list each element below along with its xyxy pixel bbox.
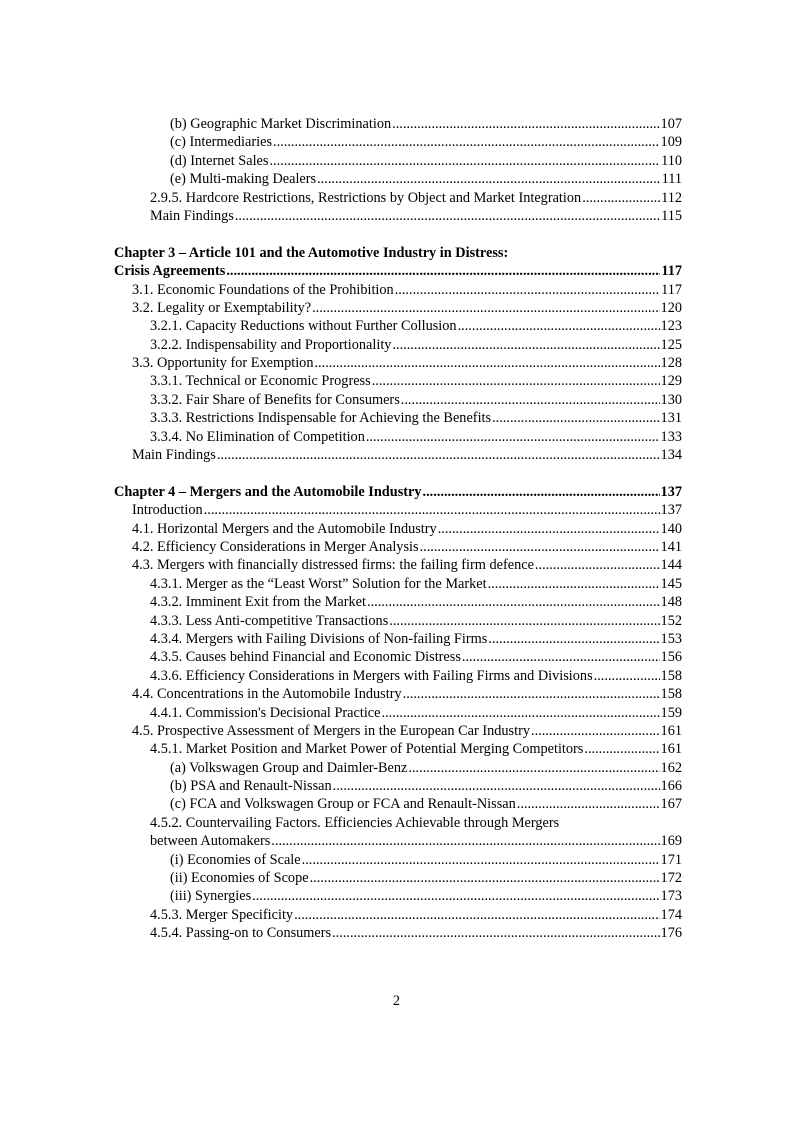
section-gap	[114, 225, 682, 243]
toc-entry-title: between Automakers	[150, 833, 271, 850]
table-of-contents	[114, 115, 682, 943]
toc-entry	[114, 612, 682, 630]
toc-entry-page: 166	[660, 778, 682, 795]
dot-leader	[273, 133, 660, 151]
toc-entry-title: 4.3.3. Less Anti-competitive Transactions	[150, 612, 389, 629]
toc-entry-page: 128	[660, 355, 682, 372]
toc-chapter-entry	[114, 262, 682, 280]
dot-leader	[312, 299, 659, 317]
dot-leader	[317, 170, 661, 188]
dot-leader	[594, 667, 660, 685]
toc-entry-title: 4.5.4. Passing-on to Consumers	[150, 925, 332, 942]
dot-leader	[271, 832, 659, 850]
toc-entry-page: 145	[660, 575, 682, 592]
dot-leader	[366, 428, 660, 446]
toc-entry-page: 107	[660, 116, 682, 132]
toc-entry	[114, 152, 682, 170]
dot-leader	[531, 722, 660, 740]
toc-entry	[114, 207, 682, 225]
toc-entry	[114, 851, 682, 869]
toc-entry	[114, 317, 682, 335]
dot-leader	[332, 924, 659, 942]
toc-entry-page: 137	[660, 483, 682, 500]
toc-entry	[114, 501, 682, 519]
toc-entry-title: (ii) Economies of Scope	[170, 870, 309, 887]
toc-entry	[114, 906, 682, 924]
toc-entry	[114, 170, 682, 188]
dot-leader	[517, 795, 660, 813]
dot-leader	[401, 391, 660, 409]
dot-leader	[389, 612, 659, 630]
toc-entry-page: 109	[660, 134, 682, 151]
toc-entry	[114, 556, 682, 574]
toc-entry-page: 156	[660, 649, 682, 666]
dot-leader	[314, 354, 659, 372]
toc-entry-page: 167	[660, 796, 682, 813]
toc-entry	[114, 593, 682, 611]
toc-entry	[114, 667, 682, 685]
dot-leader	[333, 777, 660, 795]
dot-leader	[226, 262, 660, 280]
toc-entry-page: 123	[660, 318, 682, 335]
toc-entry-title: 4.5.1. Market Position and Market Power of Potential Merging Competitors	[150, 741, 584, 758]
toc-entry-title: (i) Economies of Scale	[170, 851, 301, 868]
toc-entry-title: 3.2.1. Capacity Reductions without Further Collusion	[150, 318, 457, 335]
toc-entry-page: 111	[661, 171, 682, 188]
toc-entry-title: 3.1. Economic Foundations of the Prohibition	[132, 281, 394, 298]
dot-leader	[420, 538, 660, 556]
toc-entry-title: Crisis Agreements	[114, 263, 226, 280]
toc-entry-title: Chapter 3 – Article 101 and the Automotive Industry in Distress:	[114, 244, 509, 261]
toc-entry	[114, 795, 682, 813]
dot-leader	[403, 685, 660, 703]
toc-entry-page: 158	[660, 667, 682, 684]
toc-entry-title: 4.5.3. Merger Specificity	[150, 906, 294, 923]
toc-entry	[114, 354, 682, 372]
toc-entry	[114, 777, 682, 795]
dot-leader	[395, 281, 660, 299]
dot-leader	[302, 851, 660, 869]
dot-leader	[372, 372, 660, 390]
toc-entry	[114, 704, 682, 722]
dot-leader	[310, 869, 660, 887]
toc-entry-title: 4.3.4. Mergers with Failing Divisions of Non-failing Firms	[150, 630, 488, 647]
toc-entry-title: (e) Multi-making Dealers	[170, 171, 317, 188]
toc-entry-page: 130	[660, 391, 682, 408]
dot-leader	[488, 630, 659, 648]
toc-entry-page: 112	[661, 189, 682, 206]
toc-entry-page: 152	[660, 612, 682, 629]
toc-chapter-entry	[114, 483, 682, 501]
dot-leader	[488, 575, 660, 593]
dot-leader	[367, 593, 660, 611]
toc-entry-title: (b) Geographic Market Discrimination	[170, 116, 392, 132]
toc-entry	[114, 115, 682, 133]
toc-entry	[114, 336, 682, 354]
toc-entry	[114, 372, 682, 390]
dot-leader	[204, 501, 660, 519]
toc-entry	[114, 832, 682, 850]
toc-entry-page: 133	[660, 428, 682, 445]
toc-entry-title: Chapter 4 – Mergers and the Automobile Industry	[114, 483, 422, 500]
toc-entry-title: (c) Intermediaries	[170, 134, 273, 151]
toc-entry-page: 137	[660, 502, 682, 519]
toc-entry-title: 4.3.2. Imminent Exit from the Market	[150, 594, 366, 611]
toc-entry	[114, 869, 682, 887]
toc-entry-page: 117	[661, 281, 682, 298]
toc-entry	[114, 446, 682, 464]
toc-entry-page: 162	[660, 759, 682, 776]
toc-entry-page: 158	[660, 686, 682, 703]
dot-leader	[535, 556, 660, 574]
toc-entry	[114, 299, 682, 317]
toc-entry-page: 110	[661, 152, 682, 169]
toc-entry	[114, 814, 682, 832]
toc-entry-page: 131	[660, 410, 682, 427]
dot-leader	[217, 446, 660, 464]
dot-leader	[392, 115, 659, 133]
toc-entry-title: 4.4. Concentrations in the Automobile Industry	[132, 686, 402, 703]
toc-entry	[114, 538, 682, 556]
toc-entry-page: 115	[661, 207, 682, 224]
toc-entry-page: 144	[660, 557, 682, 574]
toc-entry-page: 159	[660, 704, 682, 721]
dot-leader	[408, 759, 659, 777]
toc-entry-title: 3.3.4. No Elimination of Competition	[150, 428, 365, 445]
toc-entry-title: 4.3.6. Efficiency Considerations in Mergers with Failing Firms and Divisions	[150, 667, 593, 684]
toc-entry	[114, 685, 682, 703]
dot-leader	[492, 409, 659, 427]
toc-entry-title: Introduction	[132, 502, 203, 519]
toc-entry-title: 4.5.2. Countervailing Factors. Efficiencies Achievable through Mergers	[150, 814, 560, 831]
toc-entry-page: 161	[660, 741, 682, 758]
dot-leader	[438, 520, 660, 538]
toc-entry-title: 3.2. Legality or Exemptability?	[132, 299, 312, 316]
toc-entry-title: 3.3. Opportunity for Exemption	[132, 355, 314, 372]
dot-leader	[582, 189, 660, 207]
toc-entry	[114, 740, 682, 758]
toc-entry-page: 141	[660, 538, 682, 555]
toc-entry-page: 125	[660, 336, 682, 353]
toc-entry-title: 4.3.5. Causes behind Financial and Economic Distress	[150, 649, 461, 666]
toc-entry-title: (a) Volkswagen Group and Daimler-Benz	[170, 759, 408, 776]
toc-entry-page: 169	[660, 833, 682, 850]
dot-leader	[423, 483, 660, 501]
dot-leader	[462, 648, 660, 666]
toc-entry	[114, 887, 682, 905]
toc-entry-page: 153	[660, 630, 682, 647]
toc-entry-page: 120	[660, 299, 682, 316]
toc-entry	[114, 281, 682, 299]
toc-entry-title: 2.9.5. Hardcore Restrictions, Restrictions by Object and Market Integration	[150, 189, 582, 206]
toc-entry	[114, 630, 682, 648]
toc-entry-title: (b) PSA and Renault-Nissan	[170, 778, 332, 795]
toc-entry-page: 148	[660, 594, 682, 611]
toc-entry-page: 171	[660, 851, 682, 868]
toc-entry	[114, 648, 682, 666]
toc-entry-title: 3.3.3. Restrictions Indispensable for Achieving the Benefits	[150, 410, 492, 427]
dot-leader	[252, 887, 659, 905]
toc-entry	[114, 428, 682, 446]
toc-entry-title: 4.3.1. Merger as the “Least Worst” Solution for the Market	[150, 575, 487, 592]
toc-entry	[114, 133, 682, 151]
toc-entry-title: Main Findings	[150, 207, 234, 224]
toc-entry-page: 117	[661, 263, 682, 280]
toc-entry-title: Main Findings	[132, 447, 216, 464]
page-number: 2	[392, 993, 401, 1009]
toc-entry-title: 4.2. Efficiency Considerations in Merger Analysis	[132, 538, 419, 555]
toc-entry	[114, 409, 682, 427]
dot-leader	[382, 704, 660, 722]
toc-entry-title: 4.5. Prospective Assessment of Mergers in the European Car Industry	[132, 722, 530, 739]
toc-entry-title: 4.4.1. Commission's Decisional Practice	[150, 704, 381, 721]
toc-entry	[114, 722, 682, 740]
dot-leader	[458, 317, 660, 335]
toc-entry-title: (c) FCA and Volkswagen Group or FCA and Renault-Nissan	[170, 796, 516, 813]
toc-entry	[114, 189, 682, 207]
toc-entry	[114, 575, 682, 593]
dot-leader	[392, 336, 659, 354]
toc-entry-page: 140	[660, 520, 682, 537]
toc-entry-title: 3.2.2. Indispensability and Proportionality	[150, 336, 392, 353]
toc-entry	[114, 759, 682, 777]
toc-entry	[114, 391, 682, 409]
dot-leader	[294, 906, 659, 924]
dot-leader	[269, 152, 660, 170]
section-gap	[114, 464, 682, 482]
toc-entry-page: 134	[660, 447, 682, 464]
dot-leader	[235, 207, 660, 225]
toc-entry-page: 176	[660, 925, 682, 942]
toc-entry-page: 173	[660, 888, 682, 905]
toc-entry	[114, 520, 682, 538]
toc-entry-title: 4.3. Mergers with financially distressed firms: the failing firm defence	[132, 557, 534, 574]
toc-entry-title: 3.3.1. Technical or Economic Progress	[150, 373, 371, 390]
toc-entry-title: (iii) Synergies	[170, 888, 252, 905]
toc-entry-title: (d) Internet Sales	[170, 152, 269, 169]
toc-entry	[114, 924, 682, 942]
toc-entry-title: 4.1. Horizontal Mergers and the Automobile Industry	[132, 520, 437, 537]
toc-entry-page: 172	[660, 870, 682, 887]
toc-entry-page: 174	[660, 906, 682, 923]
toc-entry-page: 129	[660, 373, 682, 390]
toc-entry-title: 3.3.2. Fair Share of Benefits for Consumers	[150, 391, 400, 408]
dot-leader	[584, 740, 659, 758]
toc-entry-page: 161	[660, 722, 682, 739]
toc-chapter-entry	[114, 244, 682, 262]
